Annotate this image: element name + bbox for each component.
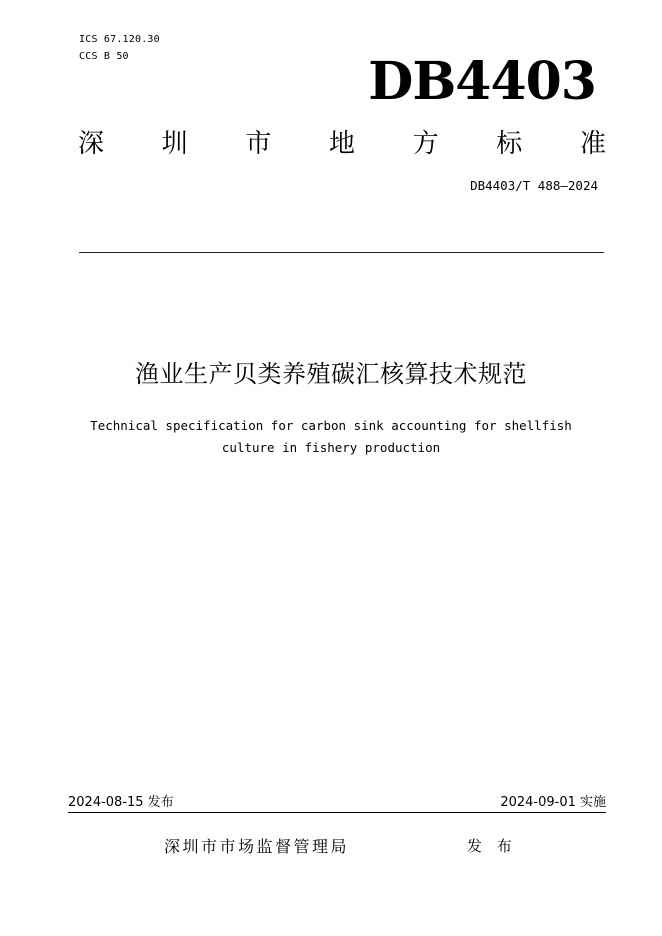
standard-type-char: 地 xyxy=(328,129,355,159)
issue-date: 2024-08-15 发布 xyxy=(68,795,174,810)
standard-category-code: DB4403 xyxy=(368,51,596,112)
standard-type-char: 准 xyxy=(579,129,606,159)
title-chinese: 渔业生产贝类养殖碳汇核算技术规范 xyxy=(135,360,527,388)
title-english xyxy=(20,415,642,459)
standard-type-char: 方 xyxy=(412,129,439,159)
standard-type-char: 圳 xyxy=(161,129,188,159)
implementation-date: 2024-09-01 实施 xyxy=(500,795,606,810)
standard-type-char: 深 xyxy=(78,129,105,159)
standard-type-char: 市 xyxy=(245,129,272,159)
standard-type-char: 标 xyxy=(496,129,523,159)
title-english-line: Technical specification for carbon sink accounting for shellfish xyxy=(90,418,572,433)
title-english-line: culture in fishery production xyxy=(221,440,441,455)
standard-number: DB4403/T 488—2024 xyxy=(470,178,598,193)
footer-divider xyxy=(68,812,606,813)
publisher-name: 深圳市市场监督管理局 xyxy=(164,837,350,856)
publish-label: 发 布 xyxy=(467,837,517,855)
ccs-code: CCS B 50 xyxy=(79,51,129,62)
header-divider xyxy=(79,252,604,253)
standard-type-heading xyxy=(78,127,606,161)
ics-code: ICS 67.120.30 xyxy=(79,34,160,45)
